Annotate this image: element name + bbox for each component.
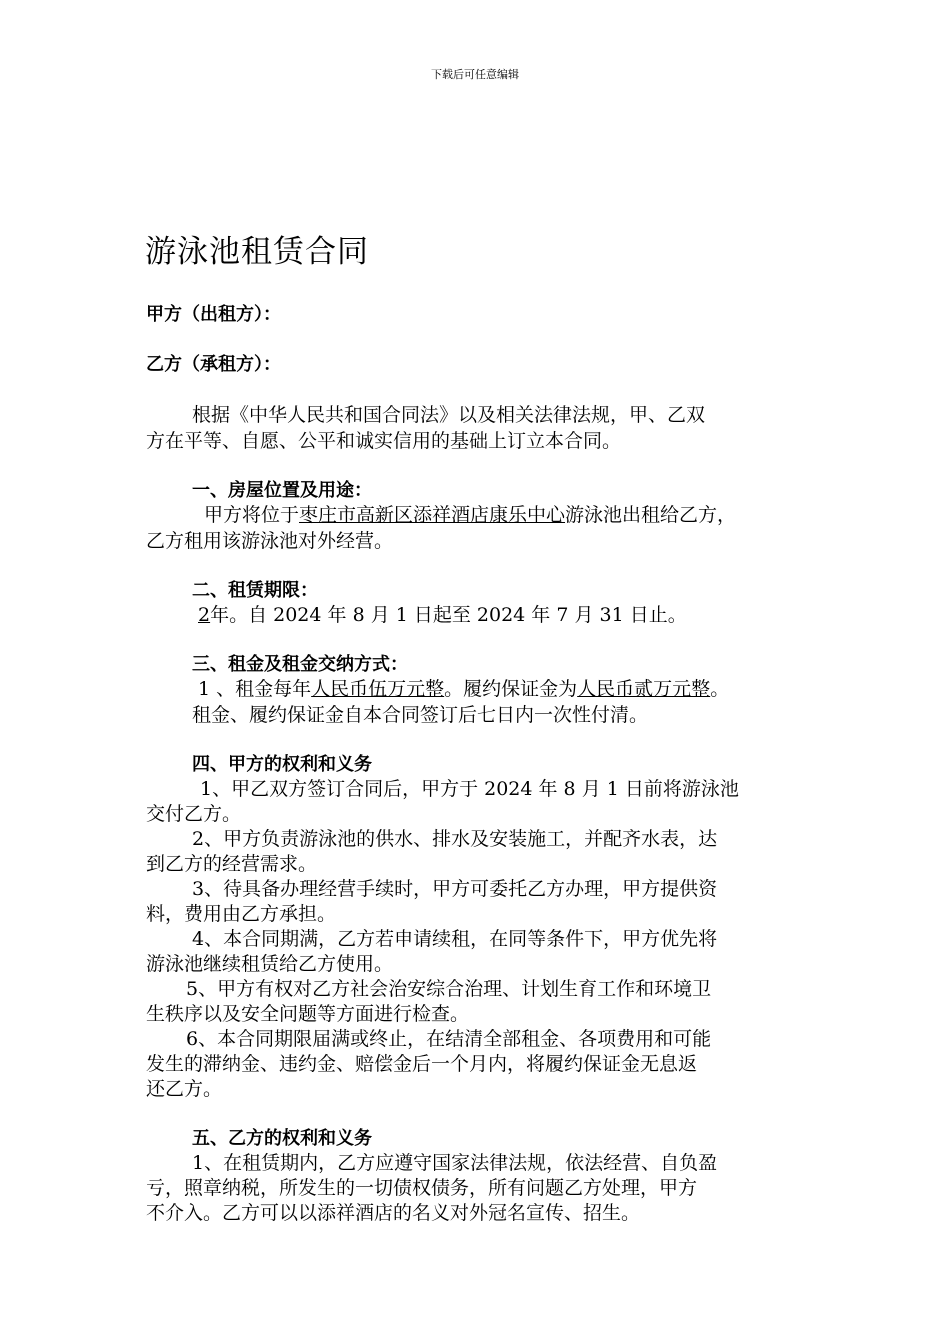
rent-amount: 人民币伍万元整 bbox=[311, 678, 445, 700]
section-3-line-1 bbox=[198, 674, 729, 701]
section-4-clause-line: 交付乙方。 bbox=[146, 803, 242, 825]
section-3-line-2: 租金、履约保证金自本合同签订后七日内一次性付清。 bbox=[192, 704, 649, 726]
section-1-heading: 一、房屋位置及用途： bbox=[192, 480, 372, 501]
section-4-heading: 四、甲方的权利和义务 bbox=[192, 754, 372, 775]
party-a-label: 甲方（出租方）： bbox=[146, 304, 281, 325]
deposit-prefix: 。履约保证金为 bbox=[444, 678, 578, 700]
location-prefix: 甲方将位于 bbox=[204, 504, 300, 526]
section-5-clause-line: 1、在租赁期内，乙方应遵守国家法律法规，依法经营、自负盈 bbox=[192, 1152, 718, 1174]
section-4-clause-line: 生秩序以及安全问题等方面进行检查。 bbox=[146, 1003, 470, 1025]
section-4-clause-line: 1、甲乙双方签订合同后，甲方于 2024 年 8 月 1 日前将游泳池 bbox=[200, 778, 739, 800]
lease-period-text: 年。自 2024 年 8 月 1 日起至 2024 年 7 月 31 日止。 bbox=[210, 604, 687, 626]
section-4-clause-line: 4、本合同期满，乙方若申请续租，在同等条件下，甲方优先将 bbox=[192, 928, 718, 950]
section-2-line bbox=[198, 600, 687, 627]
section-2-heading: 二、租赁期限： bbox=[192, 580, 318, 601]
section-1-line-1 bbox=[204, 500, 736, 527]
location-value: 枣庄市高新区添祥酒店康乐中心 bbox=[299, 504, 566, 526]
location-suffix: 游泳池出租给乙方， bbox=[565, 504, 737, 526]
section-5-heading: 五、乙方的权利和义务 bbox=[192, 1128, 372, 1149]
section-4-clause-line: 到乙方的经营需求。 bbox=[146, 853, 318, 875]
line-end: 。 bbox=[710, 678, 730, 700]
section-4-clause-line: 料，费用由乙方承担。 bbox=[146, 903, 337, 925]
document-title: 游泳池租赁合同 bbox=[145, 234, 369, 270]
header-note: 下载后可任意编辑 bbox=[431, 68, 519, 81]
section-4-clause-line: 6、本合同期限届满或终止，在结清全部租金、各项费用和可能 bbox=[186, 1028, 712, 1050]
lease-years: 2 bbox=[198, 604, 211, 626]
party-b-label: 乙方（承租方）： bbox=[146, 354, 281, 375]
section-5-clause-line: 不介入。乙方可以以添祥酒店的名义对外冠名宣传、招生。 bbox=[146, 1202, 641, 1224]
section-4-clause-line: 3、待具备办理经营手续时，甲方可委托乙方办理，甲方提供资 bbox=[192, 878, 718, 900]
section-5-clause-line: 亏，照章纳税，所发生的一切债权债务，所有问题乙方处理，甲方 bbox=[146, 1177, 698, 1199]
preamble-line-2: 方在平等、自愿、公平和诚实信用的基础上订立本合同。 bbox=[146, 430, 622, 452]
section-3-heading: 三、租金及租金交纳方式： bbox=[192, 654, 408, 675]
rent-prefix: 1 、租金每年 bbox=[198, 678, 312, 700]
section-1-line-2: 乙方租用该游泳池对外经营。 bbox=[146, 530, 394, 552]
preamble-line-1: 根据《中华人民共和国合同法》以及相关法律法规，甲、乙双 bbox=[192, 404, 706, 426]
section-4-clause-line: 发生的滞纳金、违约金、赔偿金后一个月内，将履约保证金无息返 bbox=[146, 1053, 698, 1075]
deposit-amount: 人民币贰万元整 bbox=[577, 678, 711, 700]
section-4-clause-line: 游泳池继续租赁给乙方使用。 bbox=[146, 953, 394, 975]
section-4-clause-line: 2、甲方负责游泳池的供水、排水及安装施工，并配齐水表，达 bbox=[192, 828, 718, 850]
section-4-clause-line: 5、甲方有权对乙方社会治安综合治理、计划生育工作和环境卫 bbox=[186, 978, 712, 1000]
section-4-clause-line: 还乙方。 bbox=[146, 1078, 223, 1100]
